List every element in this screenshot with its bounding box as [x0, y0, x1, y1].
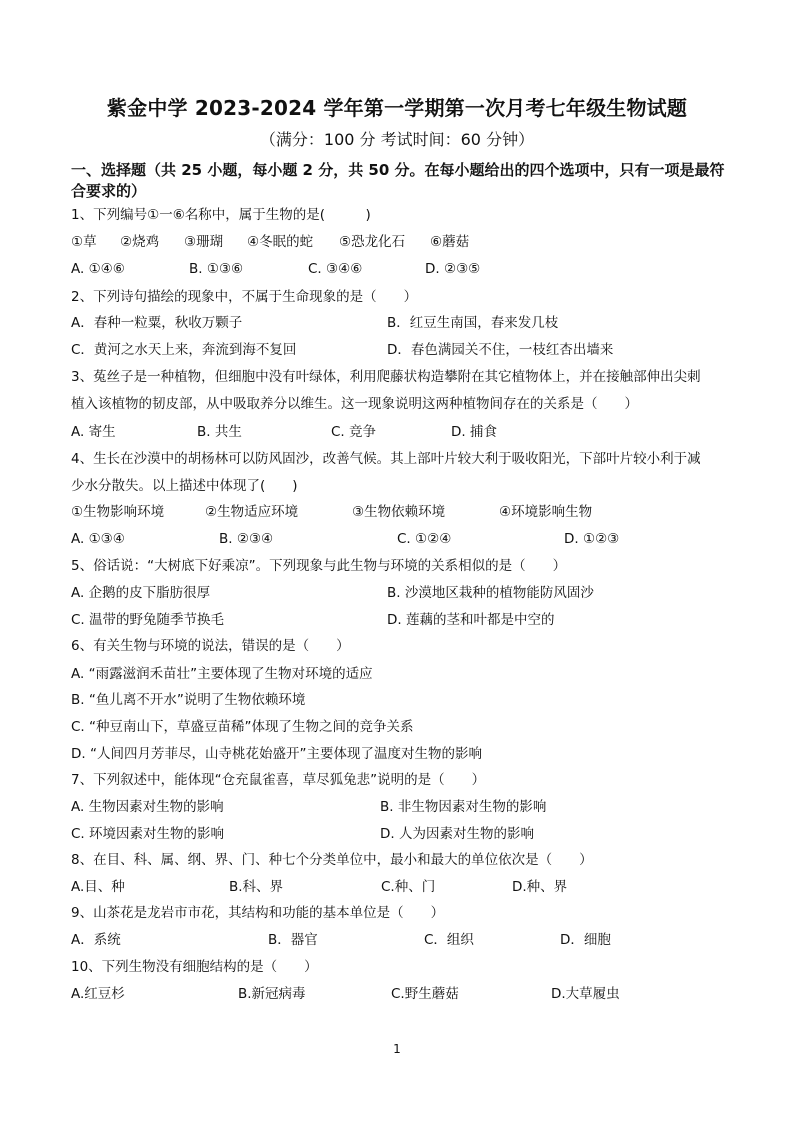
- exam-info: （满分：100 分 考试时间：60 分钟）: [259, 130, 535, 149]
- q7-option-d[interactable]: D. 人为因素对生物的影响: [380, 826, 534, 842]
- q2-option-c[interactable]: C．黄河之水天上来，奔流到海不复回: [71, 342, 297, 358]
- q9-option-b[interactable]: B．器官: [268, 932, 318, 948]
- q1-item: ④冬眠的蛇: [247, 234, 314, 250]
- q3-option-d[interactable]: D. 捕食: [451, 424, 497, 440]
- q3-option-a[interactable]: A. 寄生: [71, 424, 116, 440]
- question-3-stem-cont: 植入该植物的韧皮部，从中吸取养分以维生。这一现象说明这两种植物间存在的关系是（ ）: [71, 396, 638, 412]
- q6-option-d[interactable]: D. “人间四月芳菲尽，山寺桃花始盛开”主要体现了温度对生物的影响: [71, 746, 482, 762]
- q2-option-a[interactable]: A．春种一粒粟，秋收万颗子: [71, 315, 243, 331]
- q4-option-a[interactable]: A. ①③④: [71, 531, 125, 547]
- section-heading: 一、选择题（共 25 小题，每小题 2 分，共 50 分。在每小题给出的四个选项中，只有一项是最符合要求的）: [71, 161, 725, 200]
- question-10-stem: 10、下列生物没有细胞结构的是（ ）: [71, 959, 318, 975]
- q1-item: ①草: [71, 234, 97, 250]
- question-5-stem: 5、俗话说：“大树底下好乘凉”。下列现象与此生物与环境的关系相似的是（ ）: [71, 558, 567, 574]
- q8-option-d[interactable]: D.种、界: [512, 879, 568, 895]
- q1-item: ⑤恐龙化石: [339, 234, 406, 250]
- q1-option-d[interactable]: D. ②③⑤: [425, 261, 481, 277]
- q4-item: ②生物适应环境: [205, 504, 299, 520]
- question-4-stem: 4、生长在沙漠中的胡杨林可以防风固沙，改善气候。其上部叶片较大利于吸收阳光，下部叶片较小利于减: [71, 451, 701, 467]
- q7-option-c[interactable]: C. 环境因素对生物的影响: [71, 826, 225, 842]
- q4-option-c[interactable]: C. ①②④: [397, 531, 452, 547]
- question-1-stem: 1、下列编号①一⑥名称中，属于生物的是( ): [71, 207, 371, 223]
- q8-option-c[interactable]: C.种、门: [381, 879, 436, 895]
- q8-option-a[interactable]: A.目、种: [71, 879, 125, 895]
- q6-option-a[interactable]: A. “雨露滋润禾苗壮”主要体现了生物对环境的适应: [71, 666, 373, 682]
- q9-option-a[interactable]: A．系统: [71, 932, 121, 948]
- q4-option-b[interactable]: B. ②③④: [219, 531, 274, 547]
- q9-option-d[interactable]: D．细胞: [560, 932, 611, 948]
- q4-item: ④环境影响生物: [499, 504, 593, 520]
- q5-option-c[interactable]: C. 温带的野兔随季节换毛: [71, 612, 225, 628]
- q2-option-b[interactable]: B．红豆生南国，春来发几枝: [387, 315, 559, 331]
- q10-option-d[interactable]: D.大草履虫: [551, 986, 620, 1002]
- q3-option-b[interactable]: B. 共生: [197, 424, 242, 440]
- question-2-stem: 2、下列诗句描绘的现象中，不属于生命现象的是（ ）: [71, 289, 418, 305]
- page-title: 紫金中学 2023-2024 学年第一学期第一次月考七年级生物试题: [106, 96, 688, 120]
- q1-option-a[interactable]: A. ①④⑥: [71, 261, 125, 277]
- q1-item: ③珊瑚: [184, 234, 224, 250]
- q6-option-b[interactable]: B. “鱼儿离不开水”说明了生物依赖环境: [71, 692, 306, 708]
- q8-option-b[interactable]: B.科、界: [229, 879, 284, 895]
- q1-option-c[interactable]: C. ③④⑥: [308, 261, 363, 277]
- question-7-stem: 7、下列叙述中，能体现“仓充鼠雀喜，草尽狐兔悲”说明的是（ ）: [71, 772, 486, 788]
- q1-option-b[interactable]: B. ①③⑥: [189, 261, 244, 277]
- q7-option-b[interactable]: B. 非生物因素对生物的影响: [380, 799, 547, 815]
- q4-item: ①生物影响环境: [71, 504, 165, 520]
- q10-option-b[interactable]: B.新冠病毒: [238, 986, 306, 1002]
- q7-option-a[interactable]: A. 生物因素对生物的影响: [71, 799, 224, 815]
- question-6-stem: 6、有关生物与环境的说法，错误的是（ ）: [71, 638, 350, 654]
- q1-item: ⑥蘑菇: [430, 234, 470, 250]
- q2-option-d[interactable]: D．春色满园关不住，一枝红杏出墙来: [387, 342, 614, 358]
- page-number: 1: [393, 1042, 401, 1056]
- q5-option-a[interactable]: A. 企鹅的皮下脂肪很厚: [71, 585, 211, 601]
- question-4-stem-cont: 少水分散失。以上描述中体现了( ): [71, 478, 298, 494]
- q5-option-b[interactable]: B. 沙漠地区栽种的植物能防风固沙: [387, 585, 594, 601]
- q3-option-c[interactable]: C. 竞争: [331, 424, 377, 440]
- q4-item: ③生物依赖环境: [352, 504, 446, 520]
- question-9-stem: 9、山茶花是龙岩市市花，其结构和功能的基本单位是（ ）: [71, 905, 445, 921]
- q4-option-d[interactable]: D. ①②③: [564, 531, 620, 547]
- q1-item: ②烧鸡: [120, 234, 160, 250]
- q10-option-c[interactable]: C.野生蘑菇: [391, 986, 459, 1002]
- question-3-stem: 3、菟丝子是一种植物，但细胞中没有叶绿体，利用爬藤状构造攀附在其它植物体上，并在接触部伸出尖刺: [71, 369, 701, 385]
- q5-option-d[interactable]: D. 莲藕的茎和叶都是中空的: [387, 612, 555, 628]
- q6-option-c[interactable]: C. “种豆南山下，草盛豆苗稀”体现了生物之间的竞争关系: [71, 719, 414, 735]
- question-8-stem: 8、在目、科、属、纲、界、门、种七个分类单位中，最小和最大的单位依次是（ ）: [71, 852, 593, 868]
- q10-option-a[interactable]: A.红豆杉: [71, 986, 125, 1002]
- q9-option-c[interactable]: C．组织: [424, 932, 474, 948]
